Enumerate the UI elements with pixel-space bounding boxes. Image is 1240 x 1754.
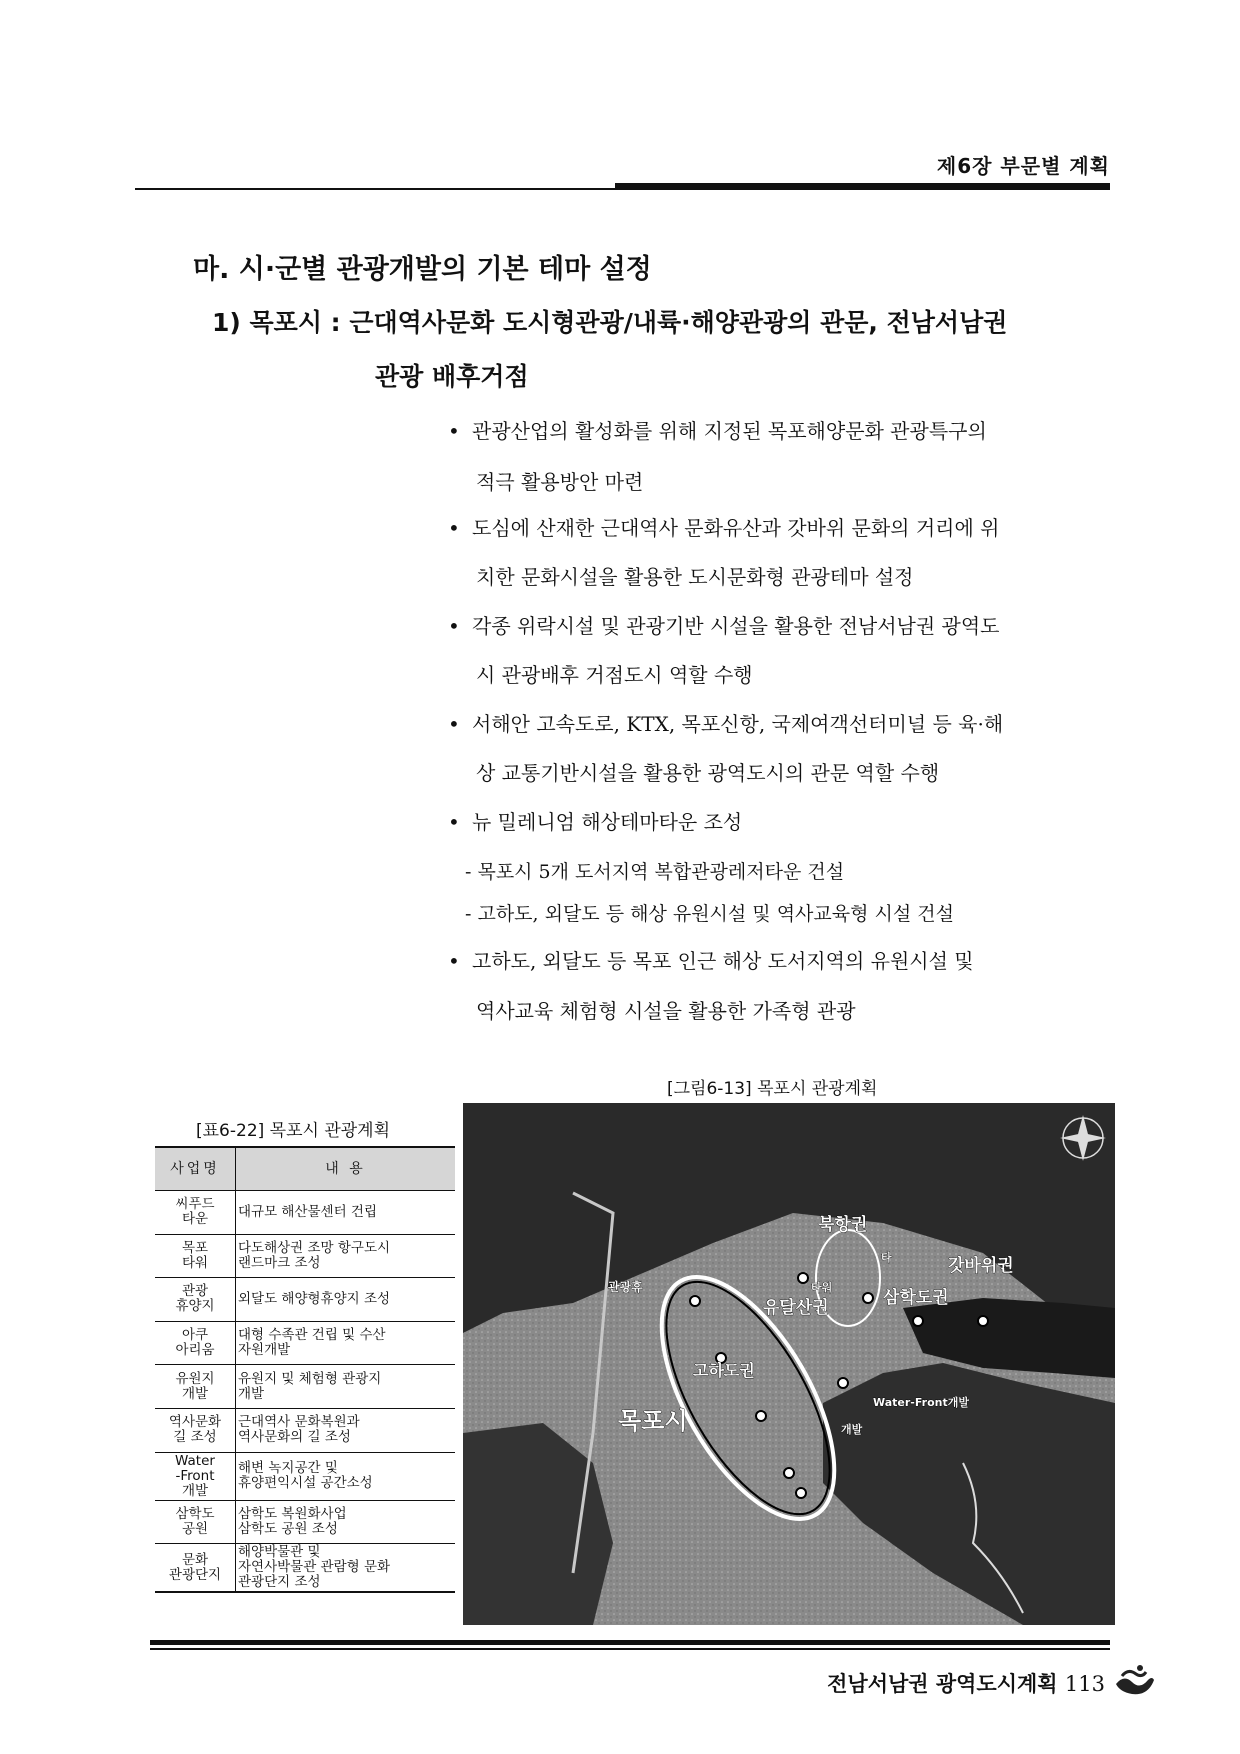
table-cell-project: 씨푸드 타운 xyxy=(155,1191,236,1235)
site-marker xyxy=(913,1316,923,1326)
bullet-dot: • xyxy=(448,419,460,443)
site-marker xyxy=(796,1488,806,1498)
label-gatbawi: 갓바위권 xyxy=(948,1256,1014,1276)
table-row xyxy=(155,1365,455,1409)
footer-rule-thin xyxy=(150,1648,1110,1650)
table-cell-project: Water -Front 개발 xyxy=(155,1452,236,1500)
label-tower-t: 타 xyxy=(881,1251,892,1264)
bullet-item-2: • 도심에 산재한 근대역사 문화유산과 갓바위 문화의 거리에 위 xyxy=(448,516,1000,540)
table-cell-content: 유원지 및 체험형 관광지 개발 xyxy=(236,1365,456,1409)
table-cell-project: 삼학도 공원 xyxy=(155,1500,236,1544)
bullet-dot: • xyxy=(448,712,460,736)
table-row xyxy=(155,1408,455,1452)
dash-item-1: - 목포시 5개 도서지역 복합관광레저타운 건설 xyxy=(465,861,845,883)
subsection-title-line1: 1) 목포시 : 근대역사문화 도시형관광/내륙·해양관광의 관문, 전남서남권 xyxy=(212,308,1008,337)
label-gwangwang: 관광휴 xyxy=(608,1280,643,1294)
label-yudalsan: 유달산권 xyxy=(763,1298,829,1318)
table-row xyxy=(155,1321,455,1365)
page-number: 113 xyxy=(1064,1672,1105,1696)
label-mokpo: 목포시 xyxy=(618,1407,688,1435)
table-header-project: 사업명 xyxy=(155,1147,236,1191)
table-row xyxy=(155,1452,455,1500)
figure-caption: [그림6-13] 목포시 관광계획 xyxy=(667,1079,878,1099)
table-cell-content: 외달도 해양형휴양지 조성 xyxy=(236,1278,456,1322)
bullet-item-4-cont: 상 교통기반시설을 활용한 광역도시의 관문 역할 수행 xyxy=(476,761,940,785)
table-row xyxy=(155,1191,455,1235)
label-dev: 개발 xyxy=(841,1423,863,1436)
table-cell-content: 해양박물관 및 자연사박물관 관람형 문화 관광단지 조성 xyxy=(238,1544,391,1591)
tourism-map-image xyxy=(463,1103,1115,1625)
site-marker xyxy=(784,1468,794,1478)
bullet-dot: • xyxy=(448,516,460,540)
label-gohado: 고하도권 xyxy=(693,1361,755,1380)
site-marker xyxy=(690,1296,700,1306)
table-cell-content: 삼학도 복원화사업 삼학도 공원 조성 xyxy=(236,1500,456,1544)
section-title: 마. 시·군별 관광개발의 기본 테마 설정 xyxy=(193,254,652,285)
bullet-item-5: • 뉴 밀레니엄 해상테마타운 조성 xyxy=(448,810,743,834)
bullet-item-3-cont: 시 관광배후 거점도시 역할 수행 xyxy=(476,663,753,687)
label-samhakdo: 삼학도권 xyxy=(883,1288,949,1308)
site-marker xyxy=(838,1378,848,1388)
table-cell-content: 대형 수족관 건립 및 수산 자원개발 xyxy=(236,1321,456,1365)
header-rule-thin xyxy=(135,188,1110,190)
label-tower: 타워 xyxy=(811,1281,833,1294)
chapter-header: 제6장 부문별 계획 xyxy=(936,154,1110,178)
bullet-item-6-cont: 역사교육 체험형 시설을 활용한 가족형 관광 xyxy=(476,999,856,1023)
label-waterfront: Water-Front개발 xyxy=(873,1396,970,1409)
table-row xyxy=(155,1500,455,1544)
wave-logo-icon xyxy=(1112,1662,1156,1702)
dash-item-2: - 고하도, 외달도 등 해상 유원시설 및 역사교육형 시설 건설 xyxy=(465,903,954,925)
tourism-map xyxy=(463,1103,1115,1625)
site-marker xyxy=(978,1316,988,1326)
bullet-item-1-cont: 적극 활용방안 마련 xyxy=(476,470,644,494)
bullet-dot: • xyxy=(448,810,460,834)
table-cell-project: 역사문화 길 조성 xyxy=(155,1408,236,1452)
site-marker xyxy=(863,1293,873,1303)
table-row xyxy=(155,1234,455,1278)
footer-title: 전남서남권 광역도시계획 xyxy=(827,1672,1058,1696)
table-cell-project: 유원지 개발 xyxy=(155,1365,236,1409)
bullet-item-3: • 각종 위락시설 및 관광기반 시설을 활용한 전남서남권 광역도 xyxy=(448,614,1000,638)
site-marker xyxy=(798,1273,808,1283)
bullet-item-6: • 고하도, 외달도 등 목포 인근 해상 도서지역의 유원시설 및 xyxy=(448,949,974,973)
bullet-item-4: • 서해안 고속도로, KTX, 목포신항, 국제여객선터미널 등 육·해 xyxy=(448,712,1004,736)
table-header-row xyxy=(155,1147,455,1191)
table-cell-content: 다도해상권 조망 항구도시 랜드마크 조성 xyxy=(236,1234,456,1278)
bullet-dot: • xyxy=(448,614,460,638)
tourism-plan-table xyxy=(155,1146,455,1593)
site-marker xyxy=(756,1411,766,1421)
table-cell-project: 관광 휴양지 xyxy=(155,1278,236,1322)
subsection-title-line2: 관광 배후거점 xyxy=(375,362,529,391)
table-cell-content: 근대역사 문화복원과 역사문화의 길 조성 xyxy=(236,1408,456,1452)
bullet-item-2-cont: 치한 문화시설을 활용한 도시문화형 관광테마 설정 xyxy=(476,565,914,589)
bullet-dot: • xyxy=(448,949,460,973)
table-row xyxy=(155,1278,455,1322)
footer-rule-thick xyxy=(150,1640,1110,1645)
table-header-content: 내 용 xyxy=(236,1147,456,1191)
table-cell-project: 아쿠 아리움 xyxy=(155,1321,236,1365)
footer xyxy=(827,1668,1105,1698)
table-cell-project: 문화 관광단지 xyxy=(155,1544,236,1593)
table-caption: [표6-22] 목포시 관광계획 xyxy=(196,1121,391,1141)
table-cell-project: 목포 타워 xyxy=(155,1234,236,1278)
label-bukhang: 북항권 xyxy=(818,1215,868,1235)
table-cell-content: 대규모 해산물센터 건립 xyxy=(236,1191,456,1235)
table-cell-content: 해변 녹지공간 및 휴양편익시설 공간소성 xyxy=(236,1452,456,1500)
table-row xyxy=(155,1544,455,1593)
bullet-item-1: • 관광산업의 활성화를 위해 지정된 목포해양문화 관광특구의 xyxy=(448,419,987,443)
